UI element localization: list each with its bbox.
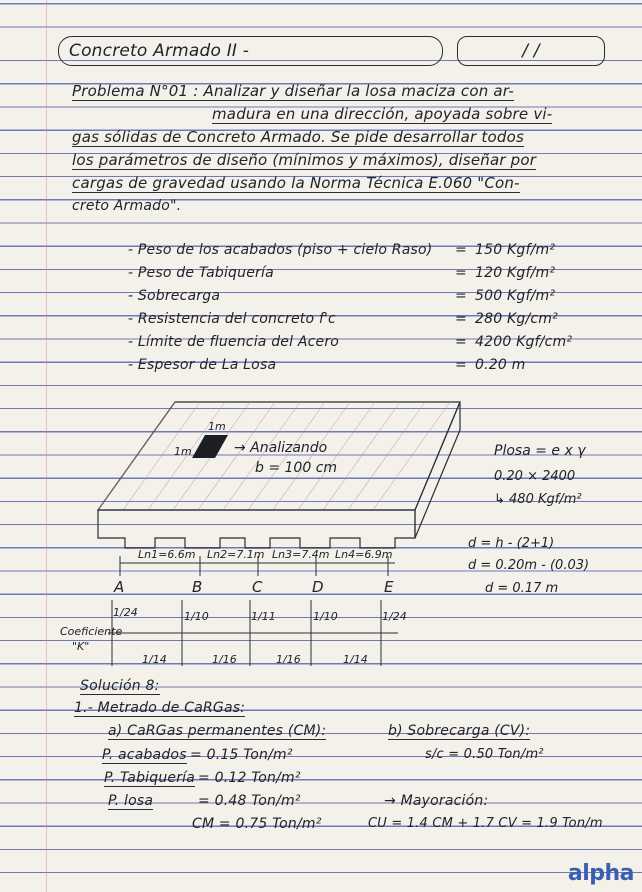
param-value: 120 Kgf/m² [475, 265, 556, 281]
coef-bottom: 1/14 [343, 653, 368, 666]
coef-top: 1/10 [184, 610, 209, 623]
course-title [58, 36, 443, 66]
dead-item-value: = 0.15 Ton/m² [190, 747, 293, 763]
factor-formula: CU = 1.4 CM + 1.7 CV = 1.9 Ton/m [368, 816, 603, 831]
dead-total: CM = 0.75 Ton/m² [192, 816, 322, 832]
param-eq: = [455, 311, 467, 327]
param-value: 0.20 m [475, 357, 526, 373]
param-value: 280 Kg/cm² [475, 311, 558, 327]
plosa-result: ↳ 480 Kgf/m² [494, 492, 582, 507]
span-label: Ln2=7.1m [207, 548, 265, 561]
solution-step: 1.- Metrado de CaRGas: [74, 700, 246, 716]
solution-title: Solución 8: [80, 678, 160, 694]
strip-top-label: 1m [208, 420, 226, 433]
support-label: B [192, 578, 203, 596]
slab-front-face [98, 510, 415, 548]
live-load-title: b) Sobrecarga (CV): [388, 723, 531, 739]
dead-item-label: P. acabados [102, 747, 187, 763]
strip-side-label: 1m [174, 445, 192, 458]
b-value-label: b = 100 cm [255, 460, 338, 476]
dead-load-title: a) CaRGas permanentes (CM): [108, 723, 327, 739]
param-value: 4200 Kgf/cm² [475, 334, 573, 350]
param-label: - Espesor de La Losa [128, 357, 277, 373]
coef-bottom: 1/14 [142, 653, 167, 666]
support-label: C [252, 578, 263, 596]
dead-item-label: P. Tabiquería [104, 770, 196, 786]
problem-line: Problema N°01 : Analizar y diseñar la losa maciza con ar- [72, 82, 514, 100]
slab-top-face [98, 402, 460, 510]
span-label: Ln3=7.4m [272, 548, 330, 561]
live-load-value: s/c = 0.50 Ton/m² [425, 747, 544, 762]
date-text: / / [522, 41, 540, 61]
analysing-label: → Analizando [234, 440, 328, 456]
slab-diagram [0, 380, 642, 690]
dead-item-label: P. losa [108, 793, 154, 809]
param-eq: = [455, 265, 467, 281]
support-label: E [384, 578, 394, 596]
plosa-calc: 0.20 × 2400 [494, 469, 576, 484]
param-eq: = [455, 357, 467, 373]
problem-line: los parámetros de diseño (mínimos y máximos), diseñar por [72, 151, 537, 169]
coef-bottom: 1/16 [276, 653, 301, 666]
plosa-formula: Plosa = e x γ [494, 443, 586, 459]
span-label: Ln4=6.9m [335, 548, 393, 561]
problem-line: gas sólidas de Concreto Armado. Se pide desarrollar todos [72, 128, 524, 146]
alpha-logo: alpha [567, 861, 634, 886]
support-label: D [312, 578, 324, 596]
dead-item-value: = 0.48 Ton/m² [198, 793, 301, 809]
coef-label: Coeficiente [60, 625, 123, 638]
problem-line: cargas de gravedad usando la Norma Técnica E.060 "Con- [72, 174, 520, 192]
dead-item-value: = 0.12 Ton/m² [198, 770, 301, 786]
coef-top: 1/24 [382, 610, 407, 623]
problem-line: creto Armado". [72, 198, 182, 214]
coef-top: 1/11 [251, 610, 276, 623]
coef-label: "K" [72, 640, 90, 653]
param-label: - Peso de Tabiquería [128, 265, 274, 281]
date-box [457, 36, 605, 66]
d-line: d = h - (2+1) [468, 536, 555, 551]
slab-side-face [415, 402, 460, 538]
problem-line: madura en una dirección, apoyada sobre vi- [212, 105, 553, 123]
param-label: - Peso de los acabados (piso + cielo Raso) [128, 242, 433, 258]
factor-title: → Mayoración: [384, 793, 489, 809]
param-eq: = [455, 334, 467, 350]
param-eq: = [455, 288, 467, 304]
d-line: d = 0.20m - (0.03) [468, 558, 590, 573]
param-label: - Sobrecarga [128, 288, 221, 304]
param-label: - Resistencia del concreto f'c [128, 311, 336, 327]
param-value: 500 Kgf/m² [475, 288, 556, 304]
param-label: - Límite de fluencia del Acero [128, 334, 340, 350]
param-eq: = [455, 242, 467, 258]
d-line: d = 0.17 m [485, 581, 559, 596]
coef-top: 1/10 [313, 610, 338, 623]
analysed-strip [192, 435, 228, 458]
coef-bottom: 1/16 [212, 653, 237, 666]
course-title-text: Concreto Armado II - [69, 41, 250, 61]
span-label: Ln1=6.6m [138, 548, 196, 561]
param-value: 150 Kgf/m² [475, 242, 556, 258]
support-label: A [114, 578, 125, 596]
coef-top: 1/24 [113, 606, 138, 619]
